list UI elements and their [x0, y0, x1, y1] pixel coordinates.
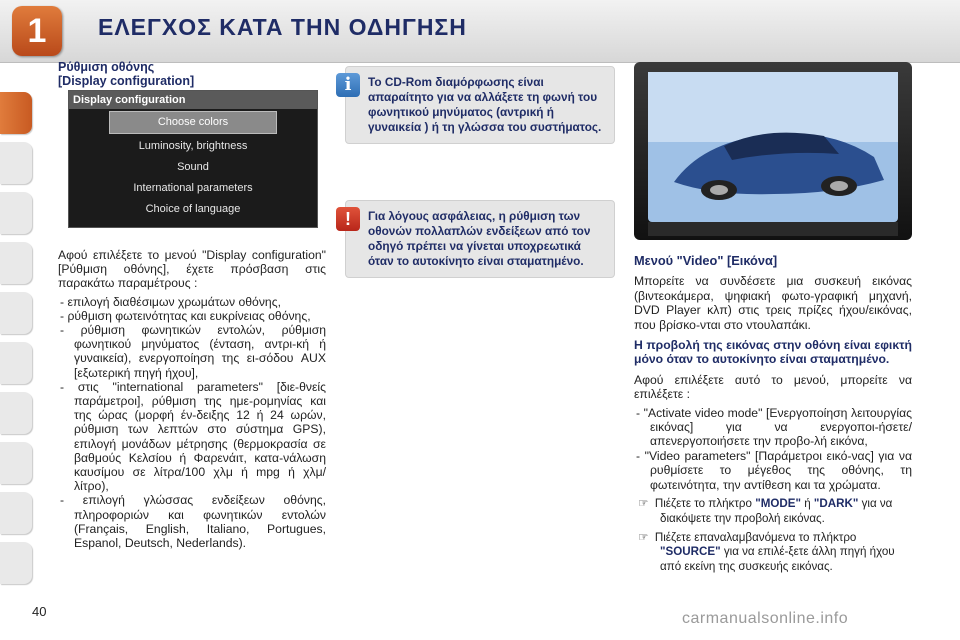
header-band — [0, 0, 960, 63]
chapter-title: ΕΛΕΓΧΟΣ ΚΑΤΑ ΤΗΝ ΟΔΗΓΗΣΗ — [98, 14, 467, 40]
side-tabs — [0, 62, 36, 640]
hint-mode-dark — [634, 497, 912, 526]
side-tab[interactable] — [0, 342, 32, 384]
list-item: - "Activate video mode" [Ενεργοποίηση λειτουργίας εικόνας] για να ενεργοποι-ήσετε/απενεργοποιήσετε την προβο-λή εικόνα, — [636, 405, 912, 449]
screen-header: Display configuration — [69, 91, 317, 109]
warning-text: Για λόγους ασφάλειας, η ρύθμιση των οθονών πολλαπλών ενδείξεων από τον οδηγό πρέπει να γίνεται υποχρεωτικά όταν το αυτοκίνητο είναι σταματημένο. — [368, 209, 591, 268]
video-paragraph-3: Αφού επιλέξετε αυτό το μενού, μπορείτε να επιλέξετε : — [634, 372, 912, 402]
list-item: - επιλογή γλώσσας ενδείξεων οθόνης, πληροφοριών και φωνητικών εντολών (Français, English, Italiano, Portugues, Espanol, Deutsch, Nederlands). — [60, 493, 326, 551]
side-tab[interactable] — [0, 292, 32, 334]
section-title-en: [Display configuration] — [58, 74, 195, 88]
hint-text: Πιέζετε επαναλαμβανόμενα το πλήκτρο — [654, 530, 857, 544]
dark-key-label: "DARK" — [813, 497, 859, 511]
hint-text: για να επιλέ-ξετε άλλη πηγή ήχου από εκείνη της συσκευής εικόνας. — [660, 545, 895, 573]
video-paragraph-1: Μπορείτε να συνδέσετε μια συσκευή εικόνας (βιντεοκάμερα, ψηφιακή φωτο-γραφική μηχανή, DVD Player κλπ) στις τρεις πρίζες ήχου/εικόνας, που βρίσκο-νται στο ντουλαπάκι. — [634, 274, 912, 332]
right-column — [634, 62, 912, 574]
side-tab[interactable] — [0, 442, 32, 484]
side-tab[interactable] — [0, 142, 32, 184]
intro-paragraph: Αφού επιλέξετε το μενού "Display configuration" [Ρύθμιση οθόνης], έχετε πρόσβαση στις παρακάτω παραμέτρους : — [58, 248, 326, 291]
screen-option-selected: Choose colors — [109, 111, 277, 134]
warning-box — [345, 200, 615, 278]
info-box — [345, 66, 615, 144]
list-item: - "Video parameters" [Παράμετροι εικό-νας] για να ρυθμίσετε το μέγεθος της οθόνης, τη φωτεινότητα, την αντίθεση και τα χρώματα. — [636, 448, 912, 492]
car-illustration — [634, 62, 912, 240]
list-item: - επιλογή διαθέσιμων χρωμάτων οθόνης, — [60, 294, 281, 309]
display-config-screenshot — [68, 90, 318, 228]
section-title-gr: Ρύθμιση οθόνης — [58, 60, 155, 74]
screen-option: Sound — [177, 161, 209, 174]
video-paragraph-2: Η προβολή της εικόνας στην οθόνη είναι εφικτή μόνο όταν το αυτοκίνητο είναι σταματημένο. — [634, 338, 912, 367]
hint-source — [634, 531, 912, 574]
car-display-image — [634, 62, 912, 240]
list-item: - ρύθμιση φωτεινότητας και ευκρίνειας οθόνης, — [60, 308, 311, 323]
side-tab[interactable] — [0, 492, 32, 534]
list-item: - στις "international parameters" [διε-θνείς παράμετροι], ρύθμιση της ημε-ρομηνίας και της ώρας (μορφή έν-δειξης 12 ή 24 ωρών, ρύθμιση των λεπτών στο σύστημα GPS), επιλογή μονάδων μέτρησης (θερμοκρασία σε βαθμούς Κελσίου ή Φαρενάιτ, κατα-νάλωση καυσίμου σε λίτρα/100 χλμ ή mpg ή χλμ/λίτρο), — [60, 379, 326, 494]
side-tab[interactable] — [0, 242, 32, 284]
page-number: 40 — [32, 604, 47, 619]
pointing-hand-icon: ☞ — [638, 530, 649, 544]
side-tab[interactable] — [0, 192, 32, 234]
chapter-number-badge: 1 — [12, 6, 62, 56]
info-text: Το CD-Rom διαμόρφωσης είναι απαραίτητο για να αλλάξετε τη φωνή του φωνητικού μηνύματος (αντρική ή γυναικεία ) ή τη γλώσσα του συστήματος. — [368, 75, 602, 134]
pointing-hand-icon: ☞ — [638, 497, 649, 511]
mode-key-label: "MODE" — [755, 497, 801, 511]
hint-text: Πιέζετε το πλήκτρο — [654, 497, 756, 511]
watermark: carmanualsonline.info — [682, 610, 849, 627]
side-tab[interactable] — [0, 542, 32, 584]
video-option-list — [634, 406, 912, 492]
list-item: - ρύθμιση φωνητικών εντολών, ρύθμιση φωνητικού μηνύματος (ένταση, αντρι-κή ή γυναικεία), ενεργοποίηση της ει-σόδου AUX [εξωτερική πηγή ήχου], — [60, 323, 326, 380]
info-icon: i — [336, 73, 360, 97]
hint-text: για να διακόψετε την προβολή εικόνας. — [660, 497, 893, 525]
side-tab-active[interactable] — [0, 92, 32, 134]
parameter-list — [58, 295, 326, 551]
side-tab[interactable] — [0, 392, 32, 434]
video-menu-title: Μενού "Video" [Εικόνα] — [634, 253, 778, 268]
screen-option: International parameters — [133, 182, 253, 195]
screen-option: Choice of language — [145, 203, 241, 216]
left-column — [58, 60, 326, 550]
screen-option: Luminosity, brightness — [138, 140, 248, 153]
hint-text: ή — [800, 497, 814, 511]
source-key-label: "SOURCE" — [660, 545, 721, 559]
warning-icon: ! — [336, 207, 360, 231]
